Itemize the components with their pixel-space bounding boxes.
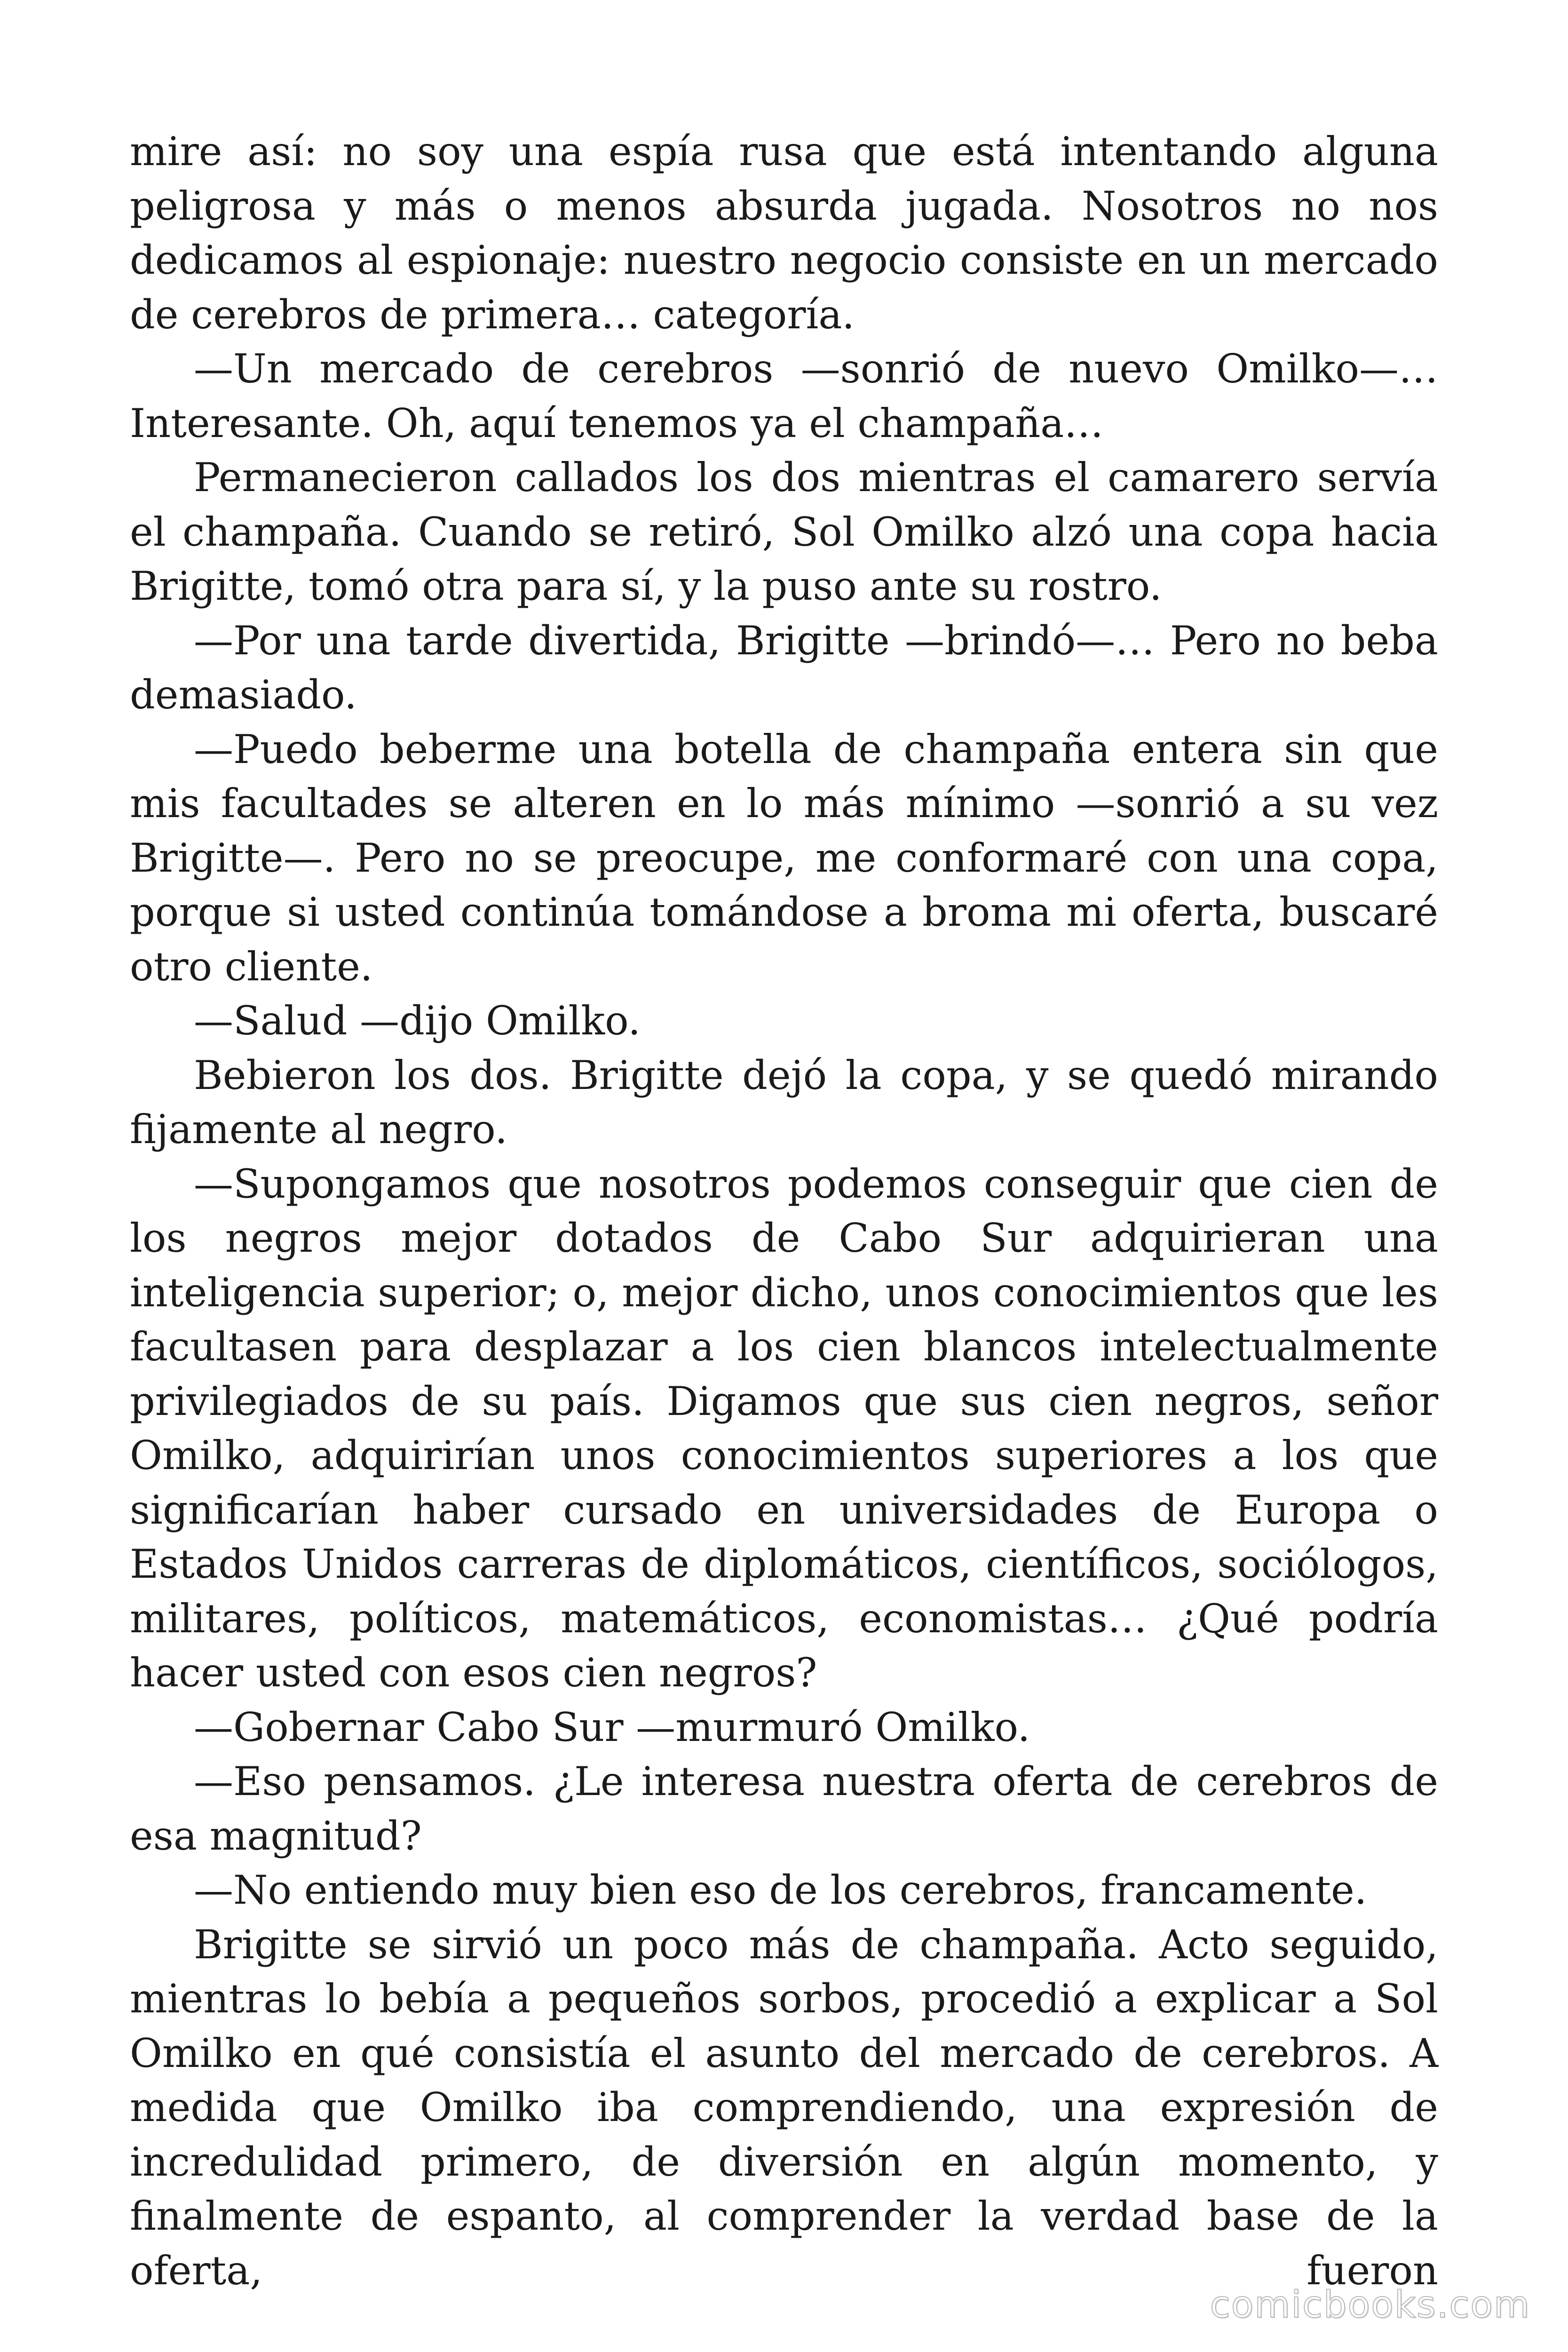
paragraph-dialogue: —Supongamos que nosotros podemos conseguir que cien de los negros mejor dotados de Cabo Sur adquirieran una inteligencia superior; o, mejor dicho, unos conocimientos que les facultasen para desplazar a los cien blancos intelectualmente privilegiados de su país. Digamos que sus cien negros, señor Omilko, adquirirían unos conocimientos superiores a los que significarían haber cursado en universidades de Europa o Estados Unidos carreras de diplomáticos, científicos, sociólogos, militares, políticos, matemáticos, economistas… ¿Qué podría hacer usted con esos cien negros? [130,1160,1438,1696]
page-body-text [130,125,1438,2298]
paragraph-dialogue: —Salud —dijo Omilko. [194,998,641,1044]
paragraph-dialogue: —Puedo beberme una botella de champaña entera sin que mis facultades se alteren en lo más mínimo —sonrió a su vez Brigitte—. Pero no se preocupe, me conformaré con una copa, porque si usted continúa tomándose a broma mi oferta, buscaré otro cliente. [130,726,1438,990]
paragraph-dialogue: —Un mercado de cerebros —sonrió de nuevo Omilko—… Interesante. Oh, aquí tenemos ya el champaña… [130,346,1438,446]
paragraph-dialogue: —No entiendo muy bien eso de los cerebros, francamente. [194,1867,1367,1913]
paragraph-dialogue: —Por una tarde divertida, Brigitte —brindó—… Pero no beba demasiado. [130,617,1438,718]
site-watermark: comicbooks.com [1210,2284,1530,2326]
paragraph-dialogue: —Gobernar Cabo Sur —murmuró Omilko. [194,1704,1030,1750]
paragraph-narration: Permanecieron callados los dos mientras el camarero servía el champaña. Cuando se retiró, Sol Omilko alzó una copa hacia Brigitte, tomó otra para sí, y la puso ante su rostro. [130,454,1438,609]
paragraph-dialogue: —Eso pensamos. ¿Le interesa nuestra oferta de cerebros de esa magnitud? [130,1758,1438,1859]
paragraph-narration: Brigitte se sirvió un poco más de champaña. Acto seguido, mientras lo bebía a pequeños sorbos, procedió a explicar a Sol Omilko en qué consistía el asunto del mercado de cerebros. A medida que Omilko iba comprendiendo, una expresión de incredulidad primero, de diversión en algún momento, y finalmente de espanto, al comprender la verdad base de la oferta, fueron [130,1921,1438,2294]
paragraph-continuation: mire así: no soy una espía rusa que está intentando alguna peligrosa y más o menos absurda jugada. Nosotros no nos dedicamos al espionaje: nuestro negocio consiste en un mercado de cerebros de primera… categoría. [130,128,1438,338]
paragraph-narration: Bebieron los dos. Brigitte dejó la copa, y se quedó mirando fijamente al negro. [130,1052,1438,1152]
